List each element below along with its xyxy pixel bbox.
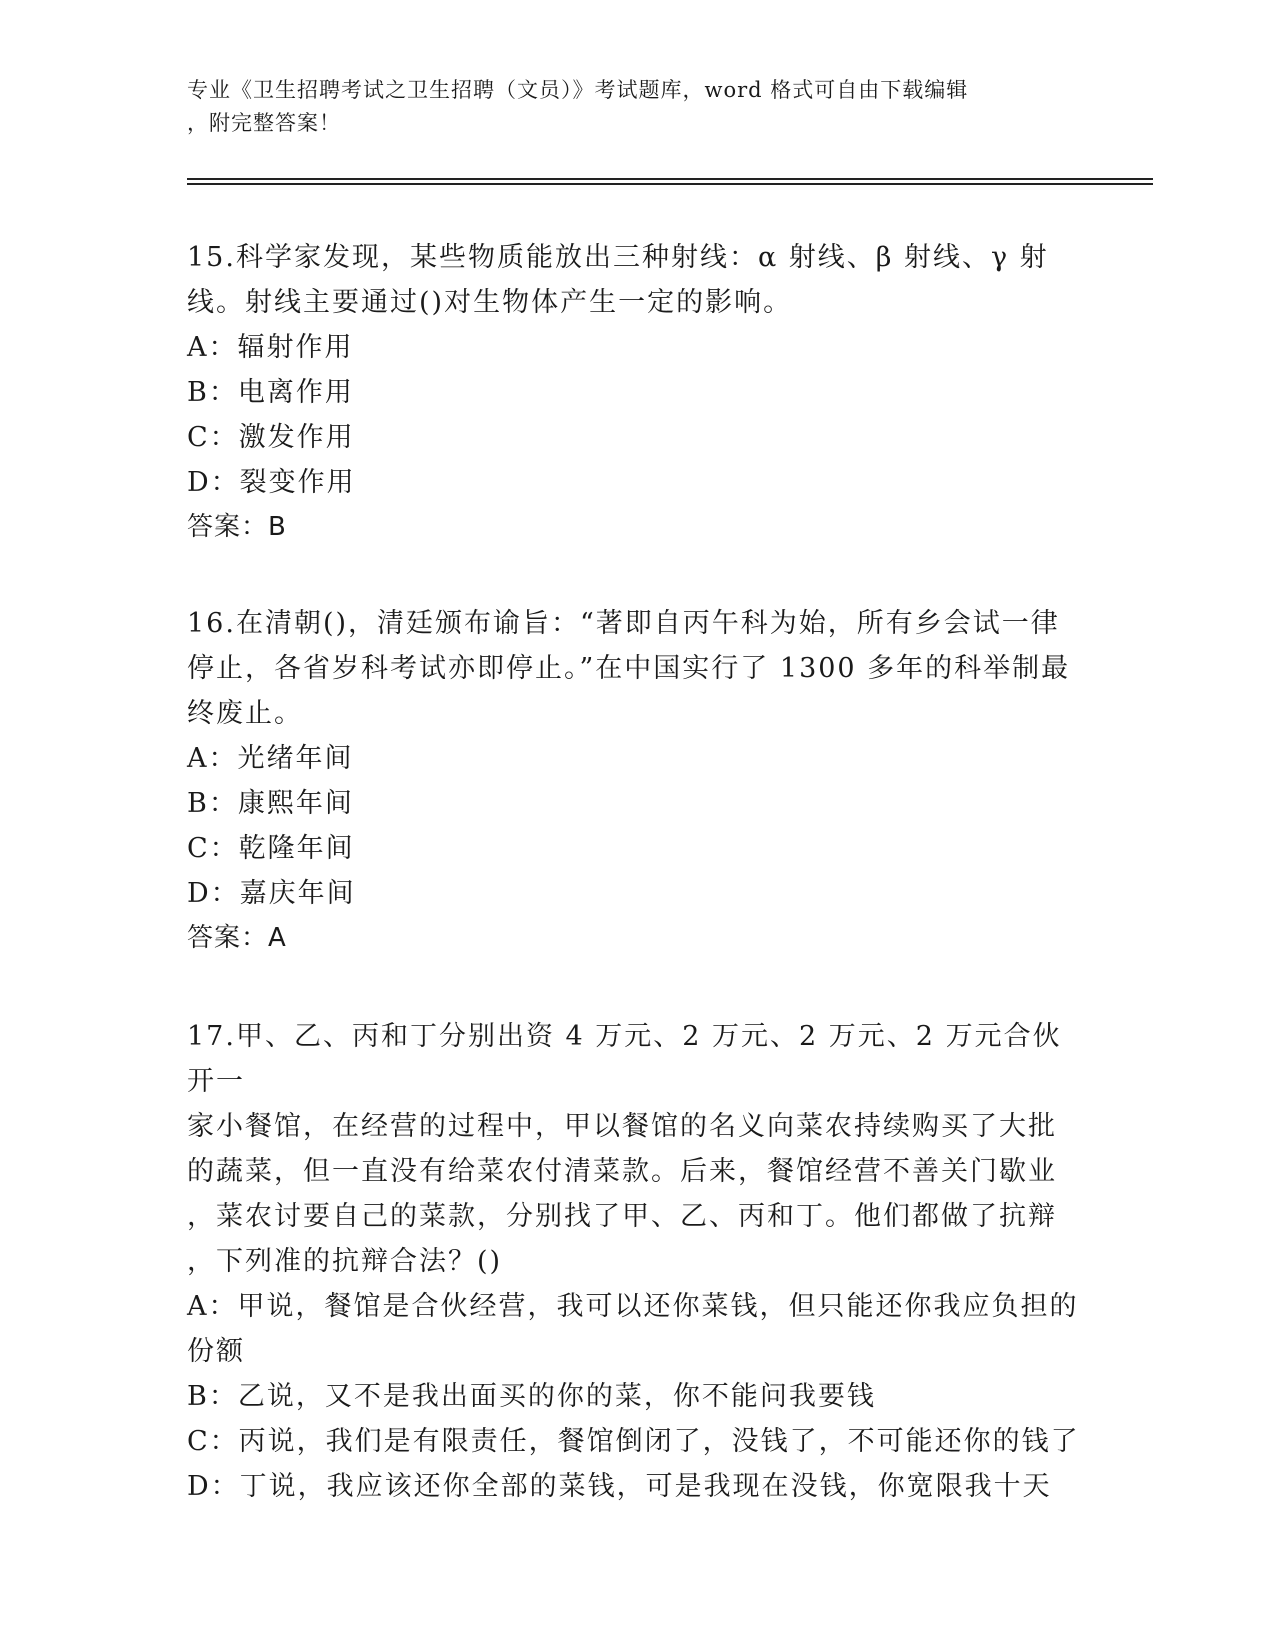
question-stem-line: 16.在清朝()，清廷颁布谕旨：“著即自丙午科为始，所有乡会试一律 <box>187 608 1060 639</box>
header-line-2: ，附完整答案！ <box>187 111 341 135</box>
option-d: D：裂变作用 <box>187 467 356 498</box>
question-stem-line: 停止，各省岁科考试亦即停止。”在中国实行了 1300 多年的科举制最 <box>187 653 1071 684</box>
option-c: C：乾隆年间 <box>187 833 355 864</box>
question-stem-line: ，菜农讨要自己的菜款，分别找了甲、乙、丙和丁。他们都做了抗辩 <box>187 1201 1057 1232</box>
header-line-1: 专业《卫生招聘考试之卫生招聘（文员）》考试题库，word 格式可自由下载编辑 <box>187 78 969 102</box>
question-stem-line: 的蔬菜，但一直没有给菜农付清菜款。后来，餐馆经营不善关门歇业 <box>187 1156 1057 1187</box>
question-stem-line: ，下列准的抗辩合法？() <box>187 1246 503 1277</box>
option-b: B：电离作用 <box>187 377 354 408</box>
option-b: B：康熙年间 <box>187 788 354 819</box>
option-c: C：激发作用 <box>187 422 355 453</box>
option-d: D：嘉庆年间 <box>187 878 356 909</box>
question-stem-line: 15.科学家发现，某些物质能放出三种射线：α 射线、β 射线、γ 射 <box>187 242 1049 273</box>
header-divider-bottom <box>187 183 1153 185</box>
header-divider-top <box>187 178 1153 180</box>
option-c: C：丙说，我们是有限责任，餐馆倒闭了，没钱了，不可能还你的钱了 <box>187 1426 1080 1457</box>
option-a-continued: 份额 <box>187 1336 245 1367</box>
answer-line: 答案：A <box>187 923 287 953</box>
question-17 <box>187 1014 1087 1509</box>
question-15 <box>187 235 1087 550</box>
option-d: D：丁说，我应该还你全部的菜钱，可是我现在没钱，你宽限我十天 <box>187 1471 1052 1502</box>
option-b: B：乙说，又不是我出面买的你的菜，你不能问我要钱 <box>187 1381 876 1412</box>
document-header <box>187 74 1067 140</box>
question-stem-line: 终废止。 <box>187 698 303 729</box>
option-a: A：辐射作用 <box>187 332 354 363</box>
question-stem-line: 17.甲、乙、丙和丁分别出资 4 万元、2 万元、2 万元、2 万元合伙开一 <box>187 1021 1062 1097</box>
option-a: A：甲说，餐馆是合伙经营，我可以还你菜钱，但只能还你我应负担的 <box>187 1291 1079 1322</box>
option-a: A：光绪年间 <box>187 743 354 774</box>
question-stem-line: 线。射线主要通过()对生物体产生一定的影响。 <box>187 287 793 318</box>
answer-line: 答案：B <box>187 512 287 542</box>
question-stem-line: 家小餐馆，在经营的过程中，甲以餐馆的名义向菜农持续购买了大批 <box>187 1111 1057 1142</box>
question-16 <box>187 601 1087 961</box>
